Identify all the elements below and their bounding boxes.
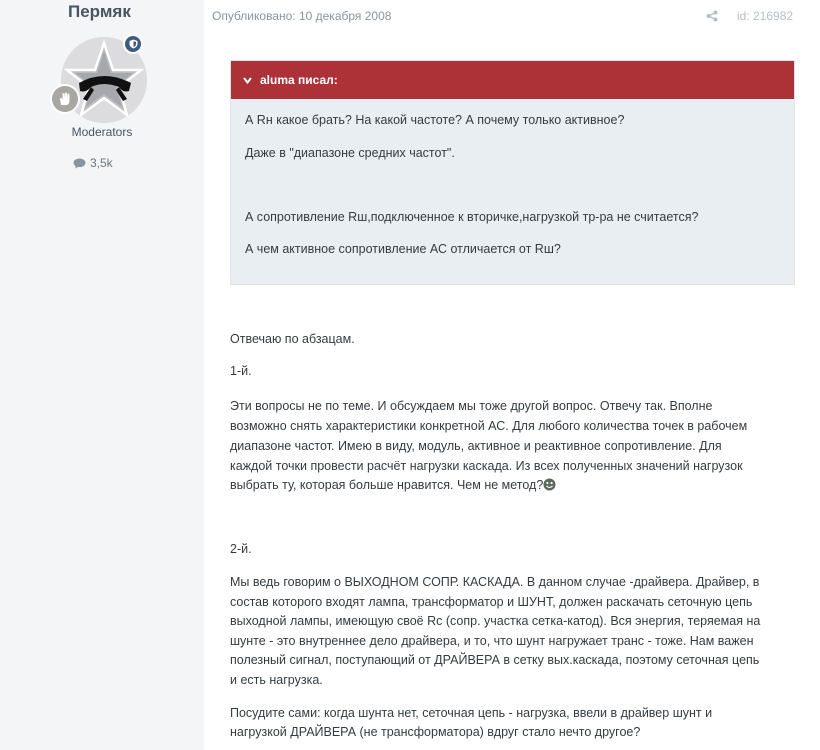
post-line: Мы ведь говорим о ВЫХОДНОМ СОПР. КАСКАДА. В данном случае -драйвера. Драйвер, в — [230, 575, 760, 589]
post-line: выходной лампы, имеющую своё Rс (сопр. участка сетка-катод). Вся энергия, теряемая на — [230, 614, 761, 628]
post-line: Эти вопросы не по теме. И обсуждаем мы тоже другой вопрос. Отвечу так. Вполне — [230, 399, 713, 413]
quote-block — [230, 60, 795, 285]
post-line: диапазоне частот. Имею в виду, модуль, активное и реактивное сопротивление. Для — [230, 439, 722, 453]
quote-header — [231, 61, 794, 99]
author-sidebar — [0, 0, 204, 750]
post-line: каждой точки провести расчёт нагрузки каскада. Из всех полученных значений нагрузок — [230, 459, 743, 473]
author-name[interactable]: Пермяк — [68, 2, 131, 21]
post-line: нагрузкой ДРАЙВЕРА (не трансформатора) вдруг стало нечто другое? — [230, 725, 641, 739]
post-paragraph: 1-й. — [230, 364, 252, 378]
reputation-value: 3,5k — [90, 156, 113, 170]
post-line: и есть нагрузка. — [230, 673, 323, 687]
author-group: Moderators — [71, 125, 133, 139]
post-id: id: 216982 — [737, 9, 794, 23]
quote-line: А Rн какое брать? На какой частоте? А почему только активное? — [245, 113, 625, 127]
post-paragraph: Отвечаю по абзацам. — [230, 332, 355, 346]
post-line-text: выбрать ту, которая больше нравится. Чем не метод? — [230, 478, 544, 492]
smiley-icon — [543, 478, 556, 491]
post-line: возможно снять характеристики конкретной АС. Для любого количества точек в рабочем — [230, 419, 748, 433]
share-icon — [706, 10, 718, 22]
quote-line: А сопротивление Rш,подключенное к вторичке,нагрузкой тр-ра не считается? — [245, 210, 699, 224]
post-paragraph: 2-й. — [230, 542, 252, 556]
quote-author[interactable]: aluma писал: — [260, 73, 338, 87]
post-line: Посудите сами: когда шунта нет, сеточная цепь - нагрузка, ввели в драйвер шунт и — [230, 706, 713, 720]
reputation — [73, 156, 113, 170]
post-line — [230, 476, 556, 495]
shield-icon — [129, 39, 138, 49]
quote-line: Даже в "диапазоне средних частот". — [245, 146, 455, 160]
post-date[interactable]: Опубликовано: 10 декабря 2008 — [212, 9, 392, 23]
quote-line: А чем активное сопротивление АС отличается от Rш? — [245, 242, 561, 256]
quote-chevron-icon[interactable] — [243, 77, 252, 84]
comment-icon — [73, 158, 86, 169]
post-line: состав которого входят лампа, трансформатор и ШУНТ, должен раскачать сеточную цепь — [230, 595, 753, 609]
post-line: полезный сигнал, поступающий от ДРАЙВЕРА в сетку вых.каскада, поэтому сеточная цепь — [230, 653, 760, 667]
share-button[interactable] — [706, 9, 718, 27]
rank-badge[interactable] — [50, 84, 80, 114]
post-line: шунте - это внутреннее дело драйвера, и то, что шунт нагружает транс - тоже. Нам важен — [230, 634, 754, 648]
moderator-badge — [123, 34, 143, 54]
hand-icon — [57, 91, 73, 107]
